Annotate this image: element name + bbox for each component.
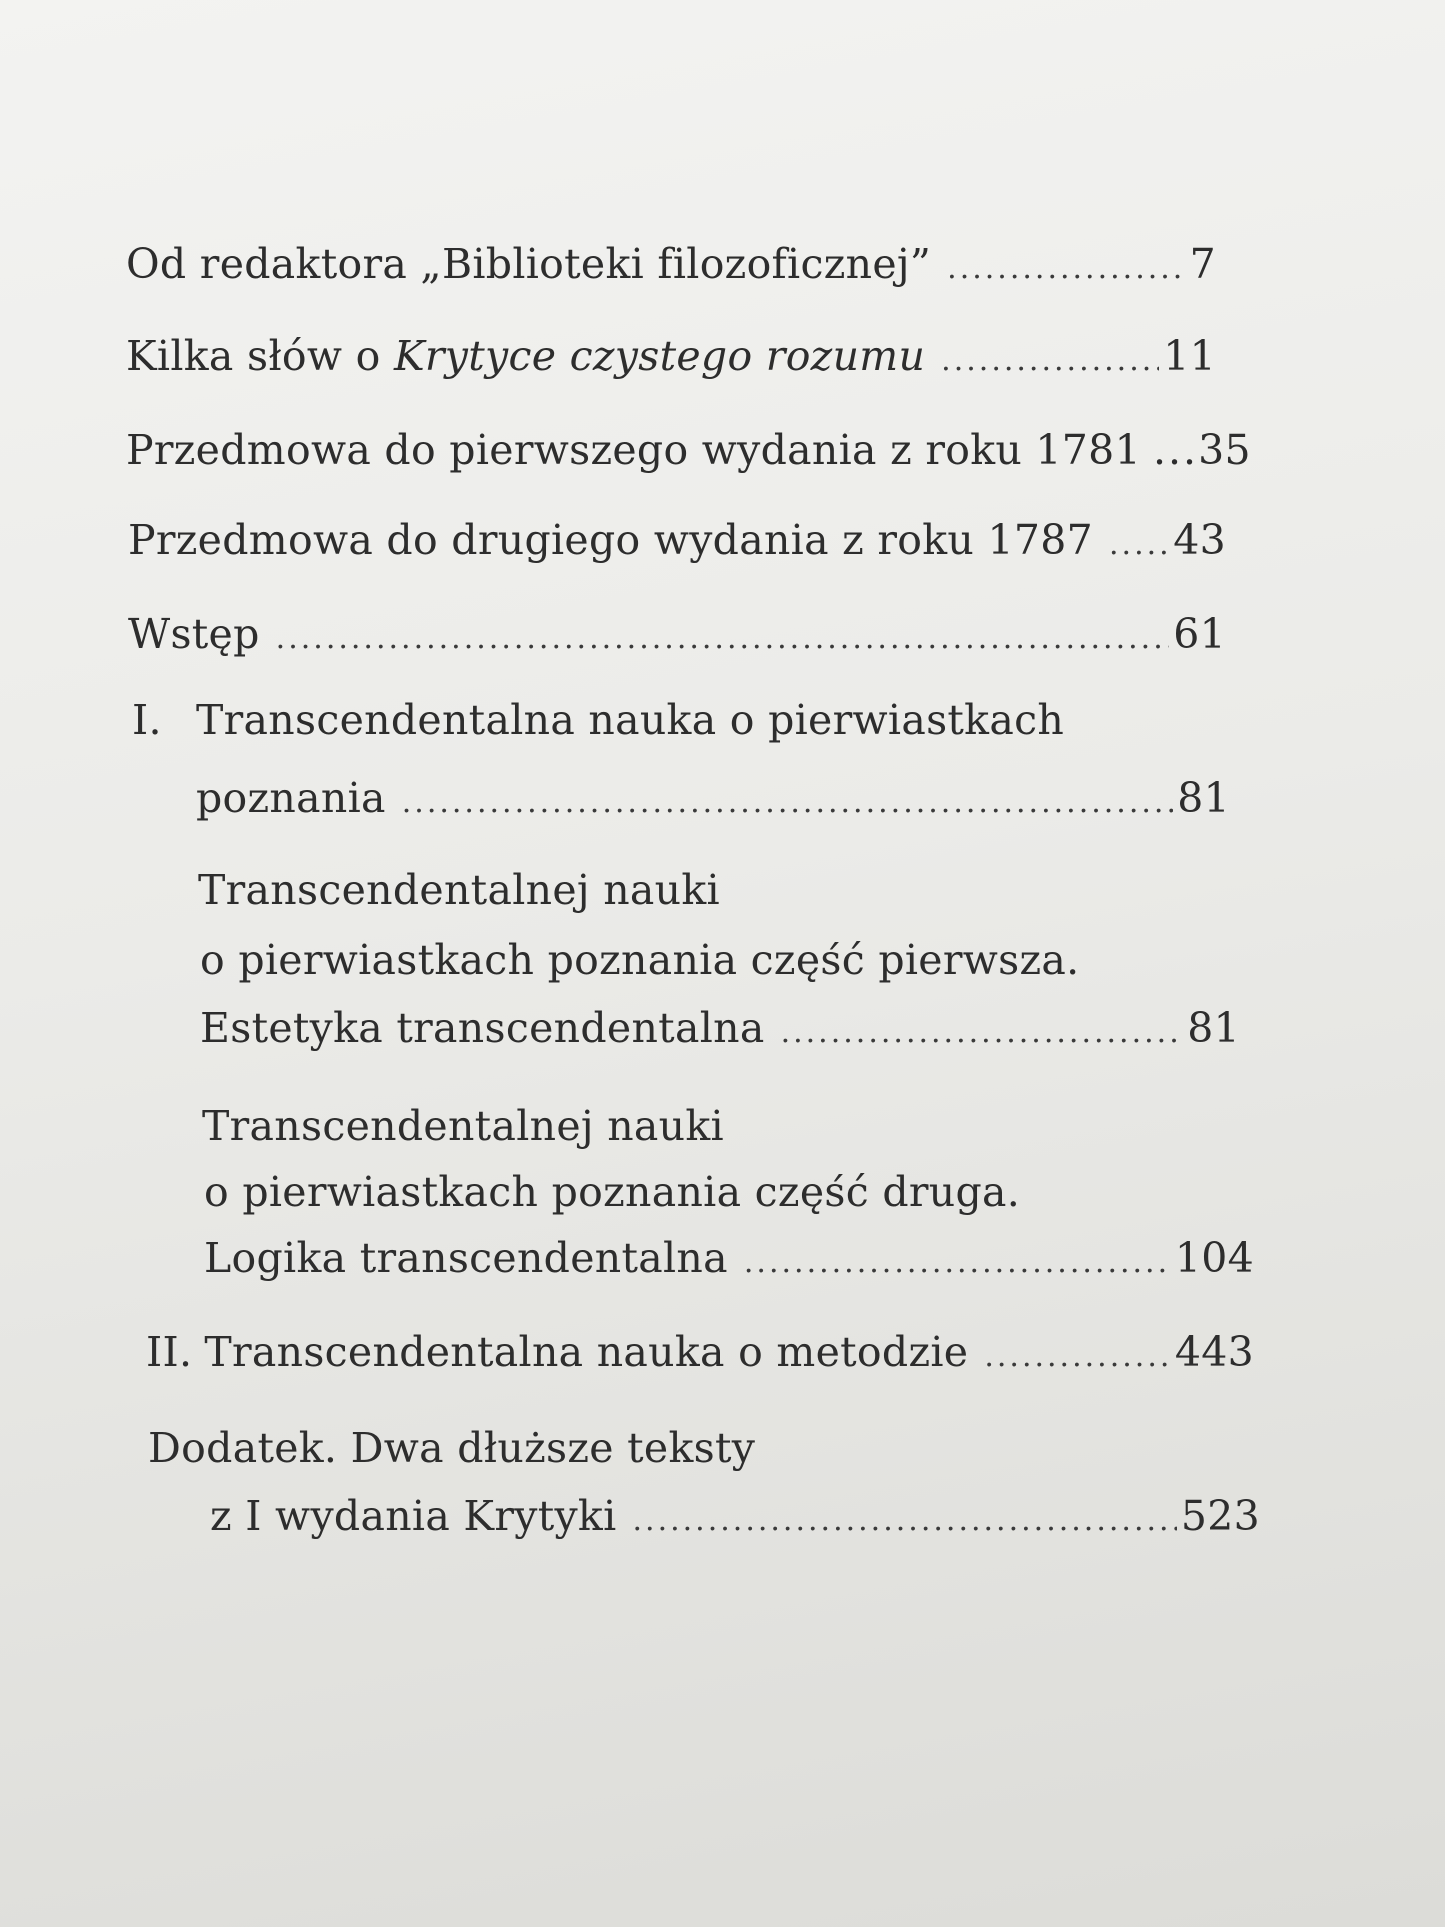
leader-dots [744,1237,1171,1289]
leader-dots [941,335,1159,387]
toc-entry-appendix [210,1490,1260,1547]
leader-dots [402,777,1173,829]
toc-entry-preface-second [128,514,1226,571]
toc-entry-aesthetic [200,1002,1240,1059]
toc-entry-part-one [196,772,1230,829]
leader-dots: ... [1152,426,1199,474]
toc-entry-appendix-line1: Dodatek. Dwa dłuższe teksty [148,1424,756,1472]
toc-page-number: 43 [1173,516,1226,564]
toc-entry-logic-line2: o pierwiastkach poznania część druga. [204,1168,1021,1216]
toc-entry-title-italic: Krytyce czystego rozumu [393,332,926,380]
toc-entry-logic [204,1232,1254,1289]
toc-entry-title [126,330,925,382]
toc-entry-editor-note [126,238,1216,295]
leader-dots [633,1495,1177,1547]
leader-dots [1109,519,1169,571]
toc-entry-title: Od redaktora „Biblioteki filozoficznej” [126,240,932,288]
toc-entry-title: Przedmowa do drugiego wydania z roku 1787 [128,516,1094,564]
toc-entry-title: Logika transcendentalna [204,1234,728,1282]
toc-page-number: 523 [1180,1492,1260,1540]
toc-entry-title-prefix: Kilka słów o [126,332,394,380]
toc-entry-title: Estetyka transcendentalna [200,1004,765,1052]
leader-dots [781,1007,1184,1059]
leader-dots [276,613,1170,665]
toc-entry-title-continued: z I wydania Krytyki [210,1492,617,1540]
toc-entry-aesthetic-line2: o pierwiastkach poznania część pierwsza. [200,936,1080,984]
toc-page-number: 104 [1174,1234,1254,1282]
toc-entry-part-two [146,1326,1254,1383]
toc-entry-title-continued: poznania [196,774,386,822]
toc-entry-number: I. [132,696,162,744]
leader-dots [947,243,1185,295]
toc-entry-introduction [128,608,1226,665]
toc-entry-title-text: Transcendentalna nauka o metodzie [204,1328,969,1376]
toc-page-number: 81 [1187,1004,1240,1052]
toc-entry-title: Transcendentalna nauka o pierwiastkach [196,696,1065,744]
toc-entry-aesthetic-line1: Transcendentalnej nauki [198,866,720,914]
toc-page-number: 443 [1174,1328,1254,1376]
leader-dots [984,1331,1170,1383]
toc-entry-title: Przedmowa do pierwszego wydania z roku 1781 [126,426,1141,474]
toc-entry-number: II. [146,1328,193,1376]
toc-entry-logic-line1: Transcendentalnej nauki [202,1102,724,1150]
toc-page-number: 35 [1198,426,1251,474]
toc-entry-title [146,1326,968,1378]
toc-entry-part-one-line1 [132,694,1064,746]
toc-entry-preface-first [126,424,1251,476]
toc-entry-title: Wstęp [128,610,260,658]
toc-entry-few-words [126,330,1216,387]
toc-page-number: 61 [1173,610,1226,658]
toc-page-number: 7 [1189,240,1216,288]
toc-page-number: 11 [1163,332,1216,380]
toc-page-number: 81 [1177,774,1230,822]
